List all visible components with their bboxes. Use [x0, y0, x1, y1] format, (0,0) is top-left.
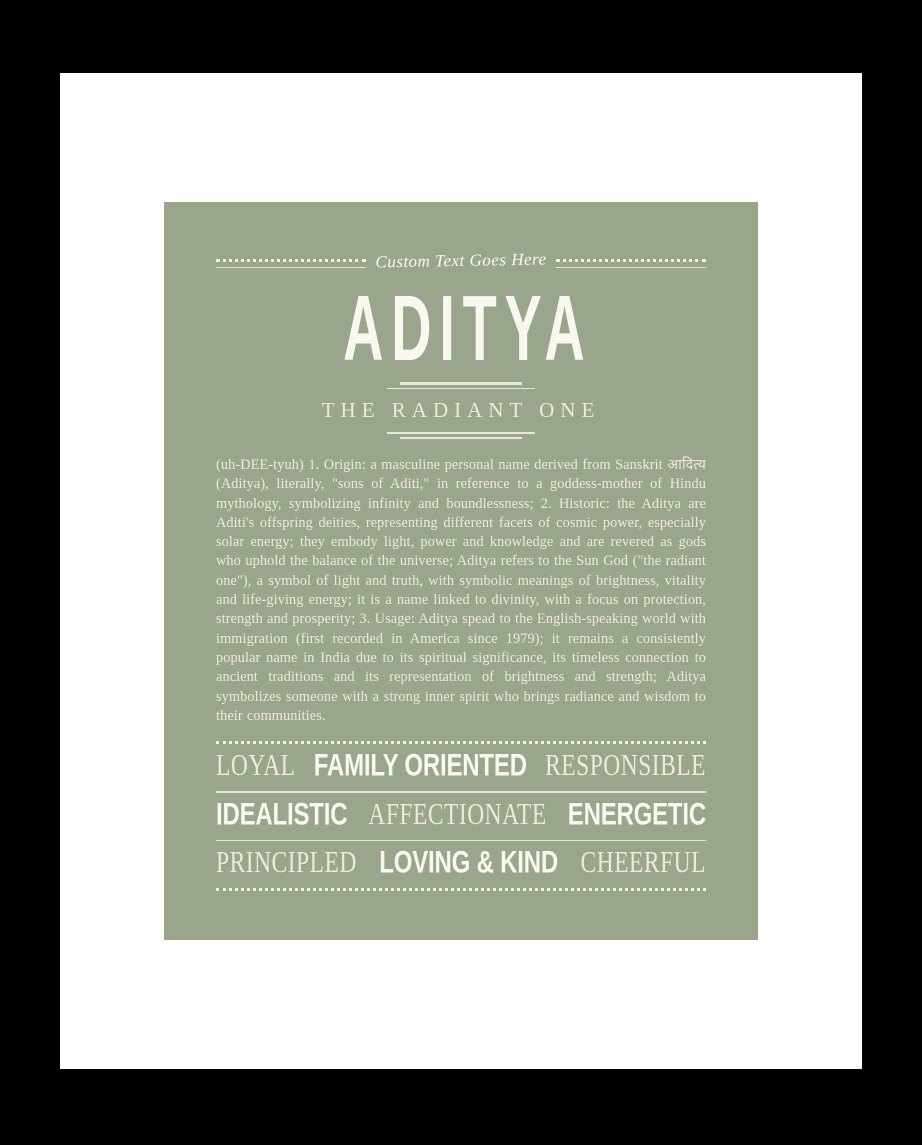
custom-text-header: [216, 246, 706, 276]
trait-family-oriented: FAMILY ORIENTED: [313, 747, 527, 784]
trait-principled: PRINCIPLED: [216, 845, 357, 881]
name-meaning: THE RADIANT ONE: [321, 398, 601, 422]
trait-affectionate: AFFECTIONATE: [368, 797, 547, 832]
trait-row-1: [216, 744, 706, 791]
traits-block: [216, 741, 706, 891]
dotted-rule-traits-bottom: [216, 888, 706, 891]
poster-content: [164, 246, 758, 891]
dotted-rule-left: [216, 259, 366, 268]
trait-row-3: [216, 841, 706, 888]
name-art-poster: [164, 202, 758, 940]
name-title-wrap: [216, 276, 706, 380]
trait-idealistic: IDEALISTIC: [216, 796, 348, 832]
picture-mat: [60, 73, 862, 1069]
rule-top-short: [400, 382, 522, 385]
meaning-block: [216, 382, 706, 439]
rule-bottom-long: [387, 432, 535, 434]
custom-text-label: Custom Text Goes Here: [375, 249, 547, 272]
rule-top-long: [387, 388, 535, 390]
trait-responsible: RESPONSIBLE: [545, 748, 706, 784]
trait-loyal: LOYAL: [216, 748, 296, 784]
trait-row-2: [216, 793, 706, 840]
trait-energetic: ENERGETIC: [567, 796, 706, 832]
name-title: ADITYA: [342, 276, 593, 380]
trait-loving-kind: LOVING & KIND: [379, 844, 559, 881]
rule-bottom-short: [400, 437, 522, 440]
dotted-rule-right: [556, 259, 706, 268]
trait-cheerful: CHEERFUL: [580, 845, 706, 881]
name-description: (uh-DEE-tyuh) 1. Origin: a masculine personal name derived from Sanskrit आदित्य (Aditya), literally, "sons of Aditi," in reference to a goddess-mother of Hindu mythology, symbolizing infinity and boundlessness; 2. Historic: the Aditya are Aditi's offspring deities, representing different facets of cosmic power, especially solar energy; they embody light, power and knowledge and are revered as gods who uphold the balance of the universe; Aditya refers to the Sun God ("the radiant one"), a symbol of light and truth, with symbolic meanings of brightness, vitality and life-giving energy; it is a name linked to divinity, with a focus on protection, strength and prosperity; 3. Usage: Aditya spead to the English-speaking world with immigration (first recorded in America since 1979); it remains a consistently popular name in India due to its spiritual significance, its timeless connection to ancient traditions and its representation of brightness and strength; Aditya symbolizes someone with a strong inner spirit who brings radiance and wisdom to their communities.: [216, 457, 706, 724]
